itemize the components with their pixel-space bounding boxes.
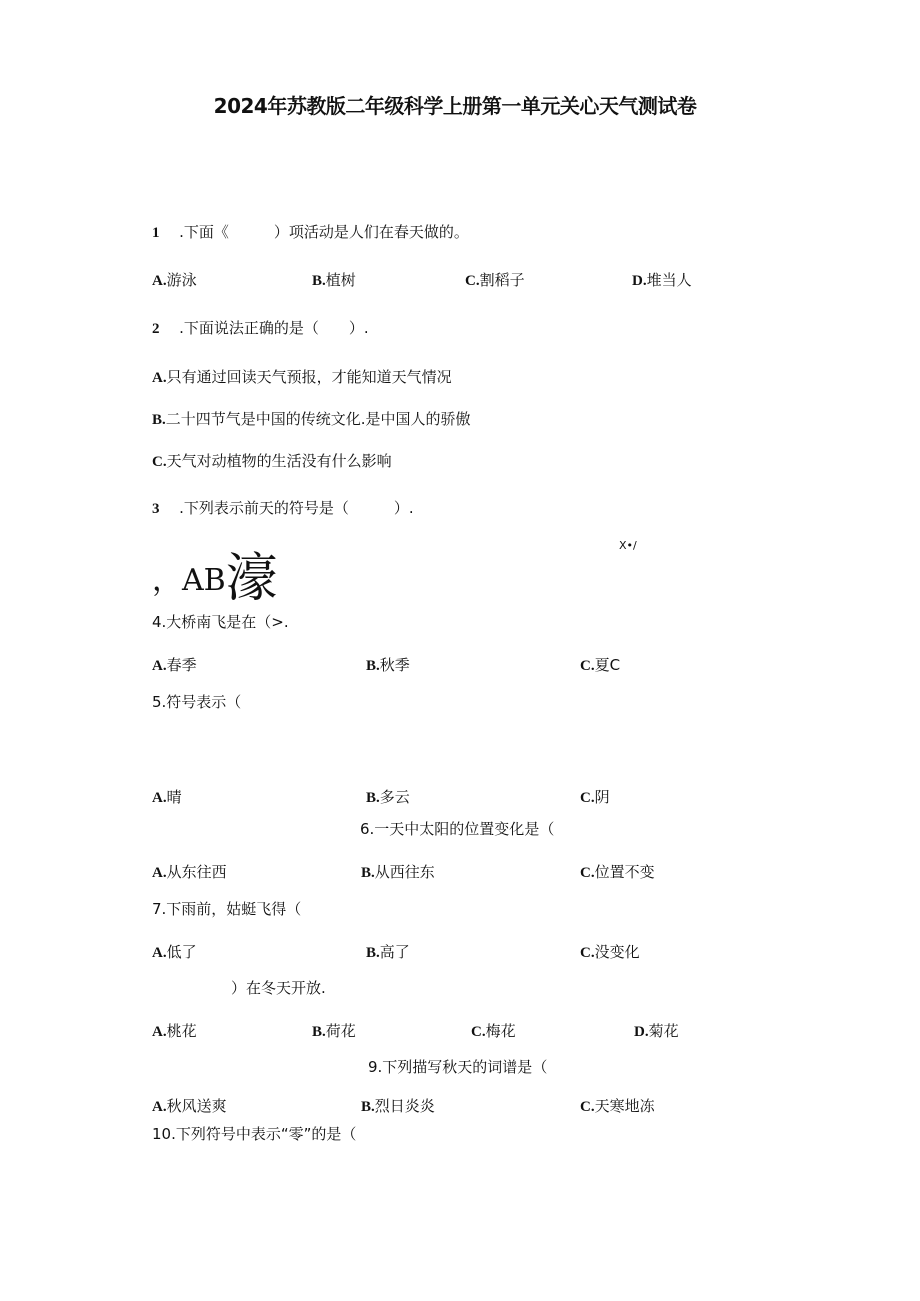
question-number: 2 (152, 321, 160, 337)
q8-option-d: D.菊花 (634, 1022, 679, 1040)
q9-option-c: C.天寒地冻 (580, 1097, 655, 1115)
q3-side-mark: X•/ (619, 539, 637, 552)
q8-option-a: A.桃花 (152, 1022, 197, 1040)
symbol-text: ，AB (152, 563, 226, 598)
q2-option-a: A.只有通过回读天气预报，才能知道天气情况 (152, 368, 452, 386)
question-9: 9.下列描写秋天的词谱是（ (368, 1058, 548, 1076)
q8-option-c: C.梅花 (471, 1022, 516, 1040)
question-8: ）在冬天开放. (231, 979, 326, 997)
q4-option-c: C.夏C (580, 656, 621, 674)
q5-option-c: C.阴 (580, 788, 610, 806)
q1-option-a: A.游泳 (152, 271, 197, 289)
q7-option-b: B.高了 (366, 943, 410, 961)
question-1 (152, 223, 469, 242)
q1-option-c: C.割稻子 (465, 271, 525, 289)
question-number: 1 (152, 225, 160, 241)
q1-option-d: D.堆当人 (632, 271, 692, 289)
q8-option-b: B.荷花 (312, 1022, 356, 1040)
question-5: 5.符号表示（ (152, 693, 242, 711)
question-4: 4.大桥南飞是在（>. (152, 613, 289, 631)
symbol-glyph: 濠 (225, 549, 278, 609)
page-title: 2024年苏教版二年级科学上册第一单元关心天气测试卷 (213, 94, 697, 118)
question-7: 7.下雨前，姑蜓飞得（ (152, 900, 302, 918)
q6-option-a: A.从东往西 (152, 863, 227, 881)
q2-option-b: B.二十四节气是中国的传统文化.是中国人的骄傲 (152, 410, 471, 428)
question-2 (152, 319, 369, 338)
question-10: 10.下列符号中表示“零”的是（ (152, 1125, 357, 1143)
question-stem: .下列表示前天的符号是（ ）. (179, 499, 414, 517)
q5-option-b: B.多云 (366, 788, 410, 806)
q2-option-c: C.天气对动植物的生活没有什么影响 (152, 452, 392, 470)
q1-option-b: B.植树 (312, 271, 356, 289)
q7-option-c: C.没变化 (580, 943, 640, 961)
q6-option-c: C.位置不变 (580, 863, 655, 881)
question-stem: .下面《 ）项活动是人们在春天做的。 (179, 223, 469, 241)
question-3 (152, 499, 414, 518)
q7-option-a: A.低了 (152, 943, 197, 961)
q4-option-b: B.秋季 (366, 656, 410, 674)
q6-option-b: B.从西往东 (361, 863, 435, 881)
q4-option-a: A.春季 (152, 656, 197, 674)
q9-option-b: B.烈日炎炎 (361, 1097, 435, 1115)
q5-option-a: A.晴 (152, 788, 182, 806)
question-number: 3 (152, 501, 160, 517)
q3-weather-symbols (152, 551, 278, 607)
question-stem: .下面说法正确的是（ ）. (179, 319, 369, 337)
question-6: 6.一天中太阳的位置变化是（ (360, 820, 555, 838)
q9-option-a: A.秋风送爽 (152, 1097, 227, 1115)
